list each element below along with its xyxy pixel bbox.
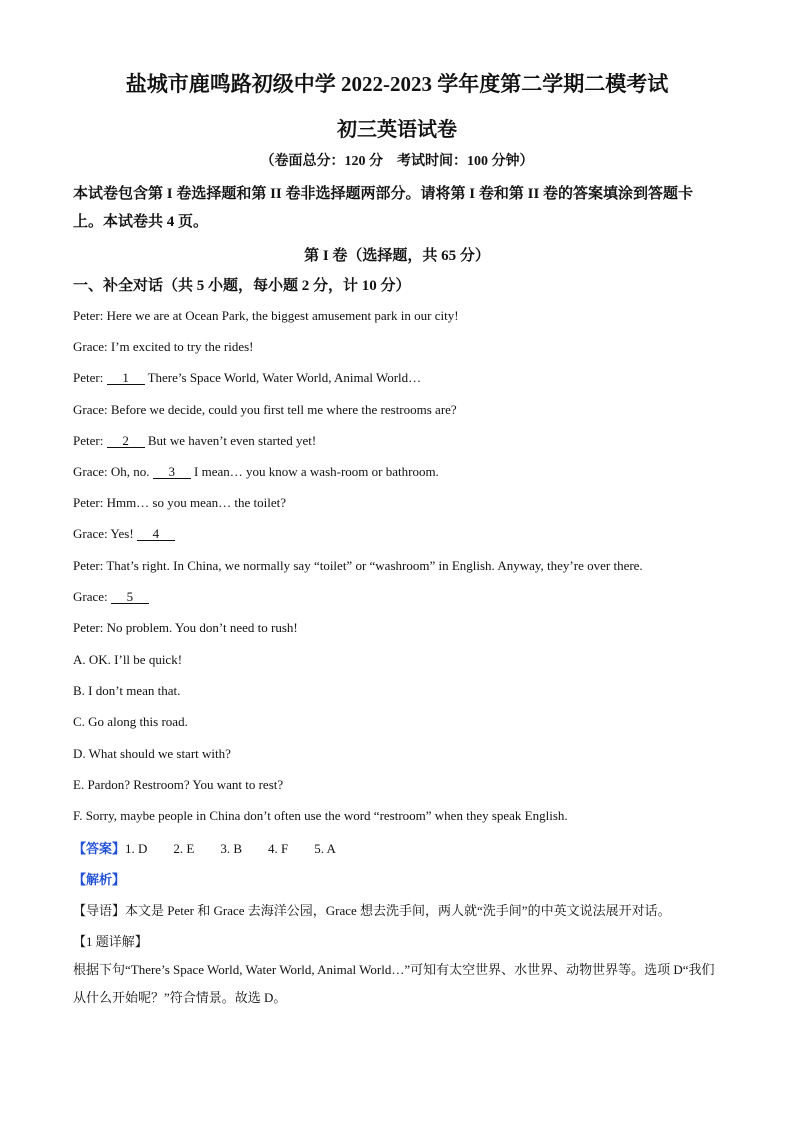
guide-line — [73, 900, 671, 919]
dialogue-line — [73, 433, 316, 449]
dialogue-text: Peter: — [73, 370, 107, 386]
guide-label: 【导语】 — [73, 903, 126, 918]
answer-blank: 5 — [111, 590, 149, 604]
exam-subtitle: 初三英语试卷 — [337, 119, 457, 141]
analysis-label: 【解析】 — [73, 872, 126, 887]
dialogue-text: Peter: — [73, 432, 107, 448]
answer-label: 【答案】 — [73, 841, 126, 856]
section-heading: 第 I 卷（选择题，共 65 分） — [304, 248, 490, 264]
dialogue-line — [73, 339, 253, 355]
answer-blank: 4 — [137, 527, 175, 541]
dialogue-line — [73, 495, 286, 511]
answer-item: 4. F — [268, 841, 289, 856]
option-item: A. OK. I’ll be quick! — [73, 652, 183, 667]
detail1-label: 【1 题详解】 — [73, 934, 148, 949]
answer-blank: 1 — [107, 371, 145, 385]
dialogue-text: Peter: Hmm… so you mean… the toilet? — [73, 495, 287, 511]
dialogue-text: Peter: No problem. You don’t need to rush! — [73, 620, 298, 635]
answer-item: 5. A — [314, 841, 336, 856]
score-time-line: （卷面总分：120 分 考试时间：100 分钟） — [260, 154, 534, 169]
option-item: C. Go along this road. — [73, 714, 188, 730]
detail1-heading — [73, 931, 148, 950]
dialogue-text: Grace: Before we decide, could you first tell me where the restrooms are? — [73, 401, 457, 417]
option-item: D. What should we start with? — [73, 745, 231, 761]
option-item: E. Pardon? Restroom? You want to rest? — [73, 776, 284, 792]
dialogue-text: Grace: Yes! — [73, 526, 137, 542]
answer-item: 3. B — [220, 841, 243, 856]
dialogue-line — [73, 526, 175, 542]
dialogue-text: Grace: Oh, no. — [73, 464, 153, 479]
detail1-text: 根据下句“There’s Space World, Water World, Animal World…”可知有太空世界、水世界、动物世界等。选项 D“我们从什么开始呢？”符合情景。故选 D。 — [73, 962, 715, 1005]
dialogue-text: Grace: — [73, 588, 111, 604]
dialogue-line — [73, 558, 643, 574]
dialogue-text: Peter: Here we are at Ocean Park, the biggest amusement park in our city! — [73, 308, 459, 323]
dialogue-line — [73, 589, 149, 605]
exam-intro: 本试卷包含第 I 卷选择题和第 II 卷非选择题两部分。请将第 I 卷和第 II 卷的答案填涂到答题卡上。本试卷共 4 页。 — [73, 186, 694, 230]
part-heading: 一、补全对话（共 5 小题，每小题 2 分，计 10 分） — [73, 278, 411, 294]
dialogue-text: There’s Space World, Water World, Animal World… — [144, 370, 422, 386]
exam-title: 盐城市鹿鸣路初级中学 2022-2023 学年度第二学期二模考试 — [125, 72, 669, 96]
dialogue-line — [73, 370, 421, 386]
dialogue-text: Grace: I’m excited to try the rides! — [73, 339, 254, 355]
option-item: B. I don’t mean that. — [73, 683, 181, 699]
option-item: F. Sorry, maybe people in China don’t often use the word “restroom” when they speak English. — [73, 808, 568, 823]
dialogue-line — [73, 402, 457, 418]
dialogue-line — [73, 464, 439, 480]
dialogue-text: Peter: That’s right. In China, we normally say “toilet” or “washroom” in English. Anyway, they’re over there. — [73, 557, 643, 573]
dialogue-line — [73, 308, 459, 324]
answer-items — [125, 841, 362, 856]
guide-text: 本文是 Peter 和 Grace 去海洋公园，Grace 想去洗手间，两人就“洗手间”的中英文说法展开对话。 — [125, 903, 671, 918]
answer-blank: 3 — [153, 465, 191, 479]
dialogue-text: But we haven’t even started yet! — [144, 432, 317, 448]
answer-item: 1. D — [125, 841, 148, 856]
answer-item: 2. E — [173, 841, 195, 856]
answer-line — [73, 838, 362, 857]
dialogue-line — [73, 620, 298, 636]
dialogue-text: I mean… you know a wash-room or bathroom. — [190, 464, 439, 479]
analysis-heading — [73, 869, 125, 888]
answer-blank: 2 — [107, 434, 145, 448]
